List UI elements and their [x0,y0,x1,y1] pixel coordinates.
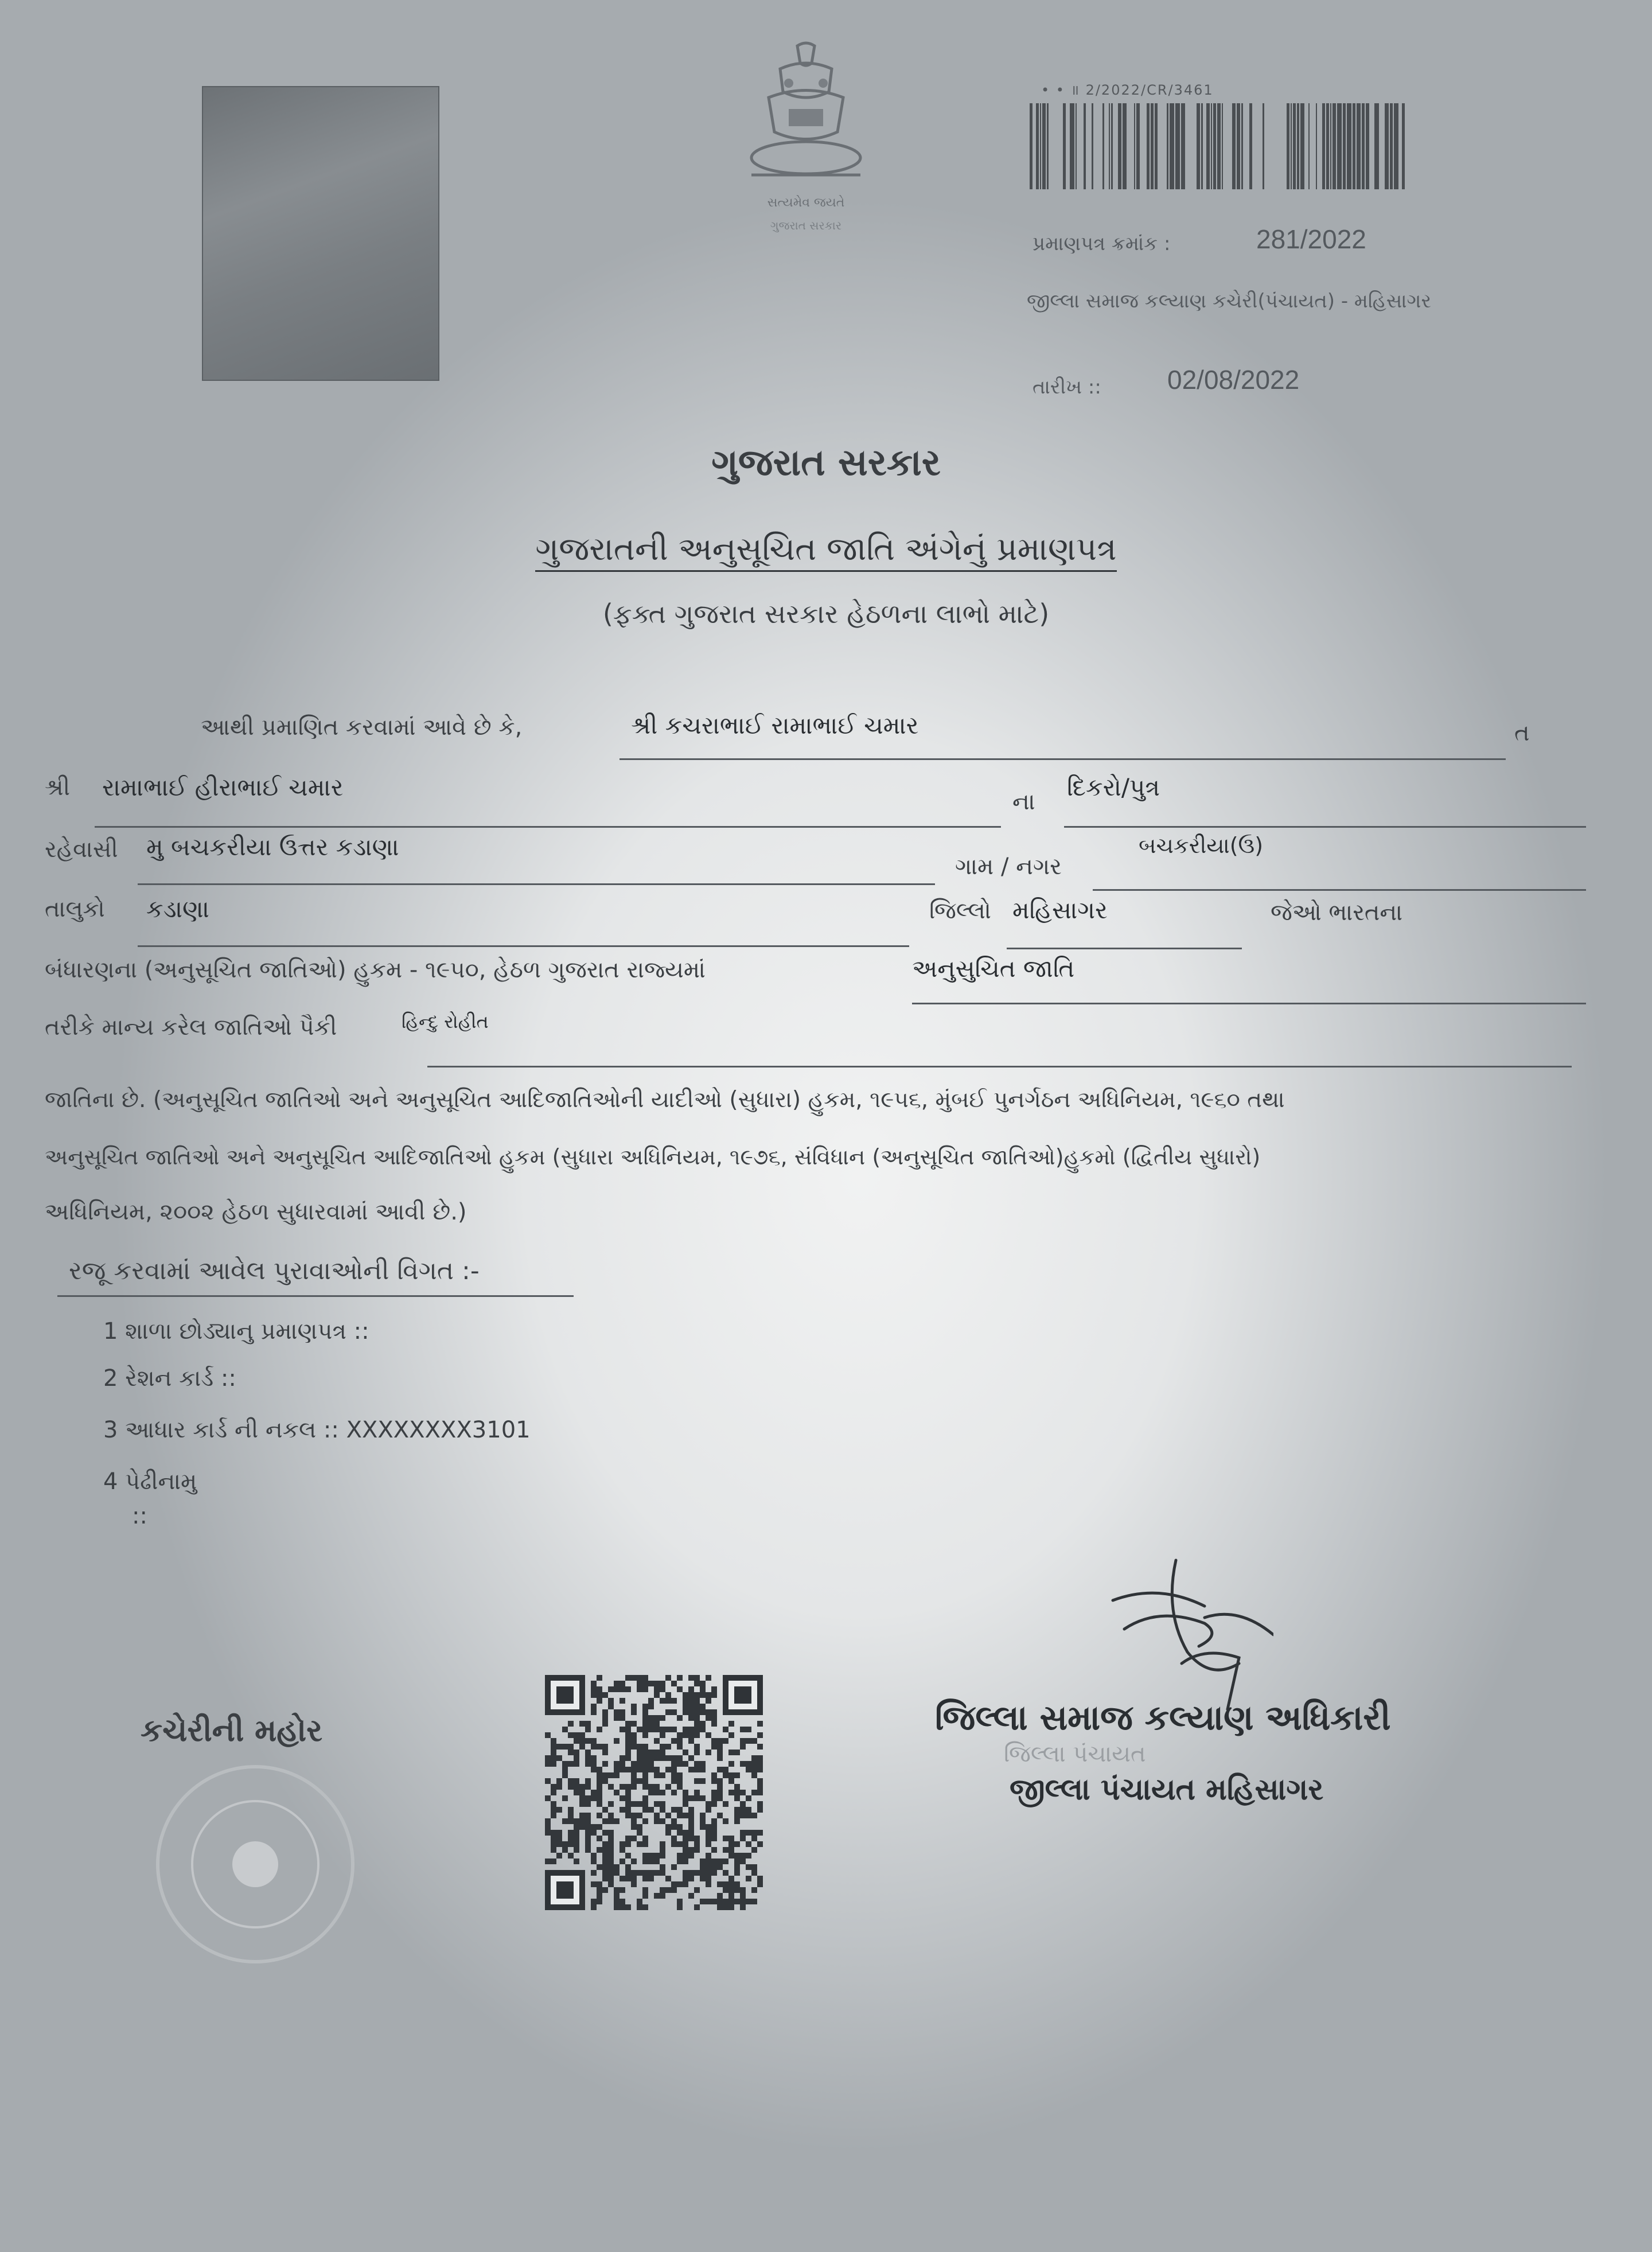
certificate-no-label: પ્રમાણપત્ર ક્રમાંક : [1032,232,1171,255]
district: મહિસાગર [1012,896,1108,924]
village-label: ગામ / નગર [955,854,1062,880]
district-label: જિલ્લો [929,898,991,924]
evidence-item: 1 શાળા છોડ્યાનુ પ્રમાણપત્ર :: [103,1318,369,1345]
recognised-text: તરીકે માન્ય કરેલ જાતિઓ પૈકી [45,1014,337,1041]
officer-office: જીલ્લા પંચાયત મહિસાગર [1010,1772,1324,1807]
intro-text: આથી પ્રમાણિત કરવામાં આવે છે કે, [201,714,523,741]
resident-label: રહેવાસી [45,836,118,863]
national-emblem-icon [728,34,883,258]
evidence-heading: રજૂ કરવામાં આવેલ પુરાવાઓની વિગત :- [69,1256,480,1285]
na-label: ના [1012,789,1035,815]
certificate-title-text: ગુજરાતની અનુસૂચિત જાતિ અંગેનું પ્રમાણપત્ર [535,531,1116,572]
date-label: તારીખ :: [1032,376,1101,399]
emblem-text-2: ગુજરાત સરકાર [770,219,842,232]
trail-ta: ત [1514,720,1530,746]
certificate-date: 02/08/2022 [1167,365,1300,395]
constitution-text: બંધારણના (અનુસૂચિત જાતિઓ) હુકમ - ૧૯૫૦, હેઠળ ગુજરાત રાજ્યમાં [45,957,706,983]
taluka-label: તાલુકો [45,896,105,922]
certificate-note: (ફક્ત ગુજરાત સરકાર હેઠળના લાભો માટે) [602,598,1050,629]
underline [912,1003,1586,1004]
evidence-trailing: :: [132,1503,147,1529]
emblem-text-1: સત્યમેવ જયતે [767,196,845,210]
paragraph-line-1: જાતિના છે. (અનુસૂચિત જાતિઓ અને અનુસૂચિત આદિજાતિઓની યાદીઓ (સુધારા) હુકમ, ૧૯૫૬, મુંબઈ પુનર્ગઠન અધિનિયમ, ૧૯૬૦ તથા [45,1087,1285,1113]
underline [138,945,909,947]
underline [1093,889,1586,891]
relation: દિકરો/પુત્ર [1067,773,1160,801]
evidence-item: 4 પેઢીનામુ [103,1468,197,1495]
underline [138,883,935,885]
certificate-no: 281/2022 [1256,224,1366,254]
resident-address: મુ બચકરીયા ઉત્તર કડાણા [146,833,399,861]
qr-code [545,1675,763,1910]
taluka: કડાણા [146,895,209,923]
category: અનુસુચિત જાતિ [912,954,1075,983]
certificate-title [0,531,1652,568]
officer-sub-stamp: જિલ્લા પંચાયત [1004,1741,1146,1767]
seal-label: કચેરીની મહોર [141,1712,323,1748]
officer-title: જિલ્લા સમાજ કલ્યાણ અધિકારી [935,1698,1391,1738]
shri-label: શ્રી [45,774,71,801]
father-name: રામાભાઈ હીરાભાઈ ચમાર [102,773,344,801]
underline [1064,826,1586,828]
paragraph-line-3: અધિનિયમ, ૨૦૦૨ હેઠળ સુધારવામાં આવી છે.) [45,1199,467,1225]
underline [427,1066,1572,1067]
office-seal-icon [146,1755,364,1973]
applicant-photo [202,86,439,381]
evidence-heading-underline [57,1295,574,1297]
applicant-name: શ્રી કચરાભાઈ રામાભાઈ ચમાર [631,711,919,739]
underline [95,826,1001,828]
village: બચકરીયા(ઉ) [1139,833,1264,858]
paragraph-line-2: અનુસૂચિત જાતિઓ અને અનુસૂચિત આદિજાતિઓ હુકમ (સુધારા અધિનિયમ, ૧૯૭૬, સંવિધાન (અનુસૂચિત જાતિઓ)હુકમો (દ્વિતીય સુધારો) [45,1144,1261,1170]
underline [620,758,1506,760]
issuing-office: જીલ્લા સમાજ કલ્યાણ કચેરી(પંચાયત) - મહિસાગર [1027,290,1432,313]
barcode-text: • • ॥ 2/2022/CR/3461 [1041,82,1214,98]
underline [1007,948,1242,949]
government-title: ગુજરાત સરકાર [711,442,941,484]
barcode [1030,103,1408,189]
who-label: જેઓ ભારતના [1271,899,1403,926]
evidence-item: 3 આધાર કાર્ડ ની નકલ :: XXXXXXXX3101 [103,1417,531,1443]
caste: હિન્દુ રોહીત [402,1011,489,1033]
evidence-item: 2 રેશન કાર્ડ :: [103,1365,236,1392]
